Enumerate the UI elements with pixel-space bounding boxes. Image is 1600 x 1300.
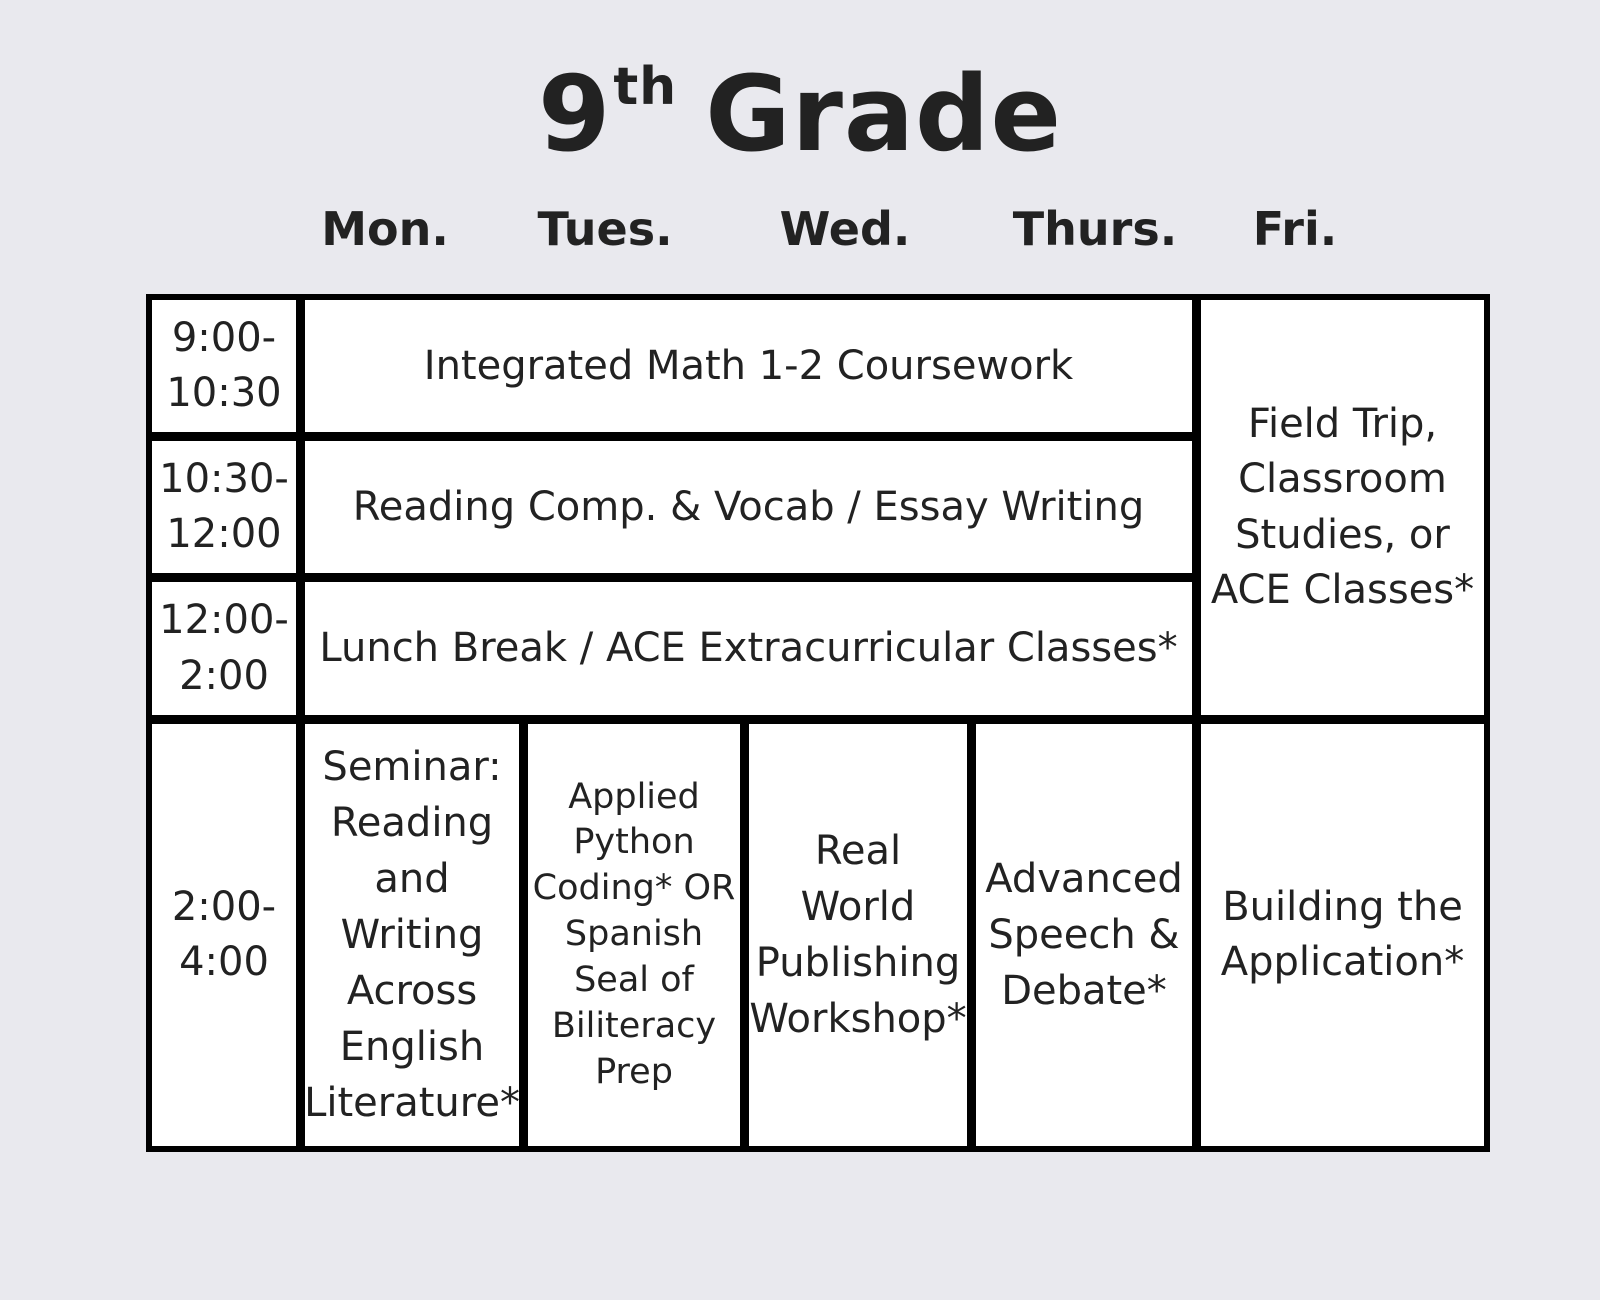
day-header-thursday: Thurs. xyxy=(1012,202,1178,256)
day-header-tuesday: Tues. xyxy=(537,202,673,256)
friday-morning-cell: Field Trip, Classroom Studies, or ACE Classes* xyxy=(1201,300,1484,715)
wednesday-afternoon-cell: Real World Publishing Workshop* xyxy=(749,724,967,1146)
schedule-table xyxy=(146,294,1490,1152)
day-header-monday: Mon. xyxy=(321,202,449,256)
block-lunch-ace: Lunch Break / ACE Extracurricular Classes* xyxy=(305,582,1192,715)
time-slot-3: 12:00- 2:00 xyxy=(152,582,296,715)
page-title xyxy=(0,53,1600,175)
title-number: 9 xyxy=(537,53,612,175)
friday-afternoon-cell: Building the Application* xyxy=(1201,724,1484,1146)
time-slot-1: 9:00- 10:30 xyxy=(152,300,296,432)
tuesday-afternoon-cell: Applied Python Coding* OR Spanish Seal of Biliteracy Prep xyxy=(528,724,740,1146)
title-word: Grade xyxy=(705,53,1063,175)
day-header-wednesday: Wed. xyxy=(779,202,911,256)
day-header-friday: Fri. xyxy=(1252,202,1338,256)
monday-afternoon-cell: Seminar: Reading and Writing Across English Literature* xyxy=(305,724,519,1146)
time-slot-2: 10:30- 12:00 xyxy=(152,441,296,573)
title-superscript: th xyxy=(613,57,678,117)
block-reading-writing: Reading Comp. & Vocab / Essay Writing xyxy=(305,441,1192,573)
block-integrated-math: Integrated Math 1-2 Coursework xyxy=(305,300,1192,432)
time-slot-4: 2:00- 4:00 xyxy=(152,724,296,1146)
thursday-afternoon-cell: Advanced Speech & Debate* xyxy=(976,724,1192,1146)
